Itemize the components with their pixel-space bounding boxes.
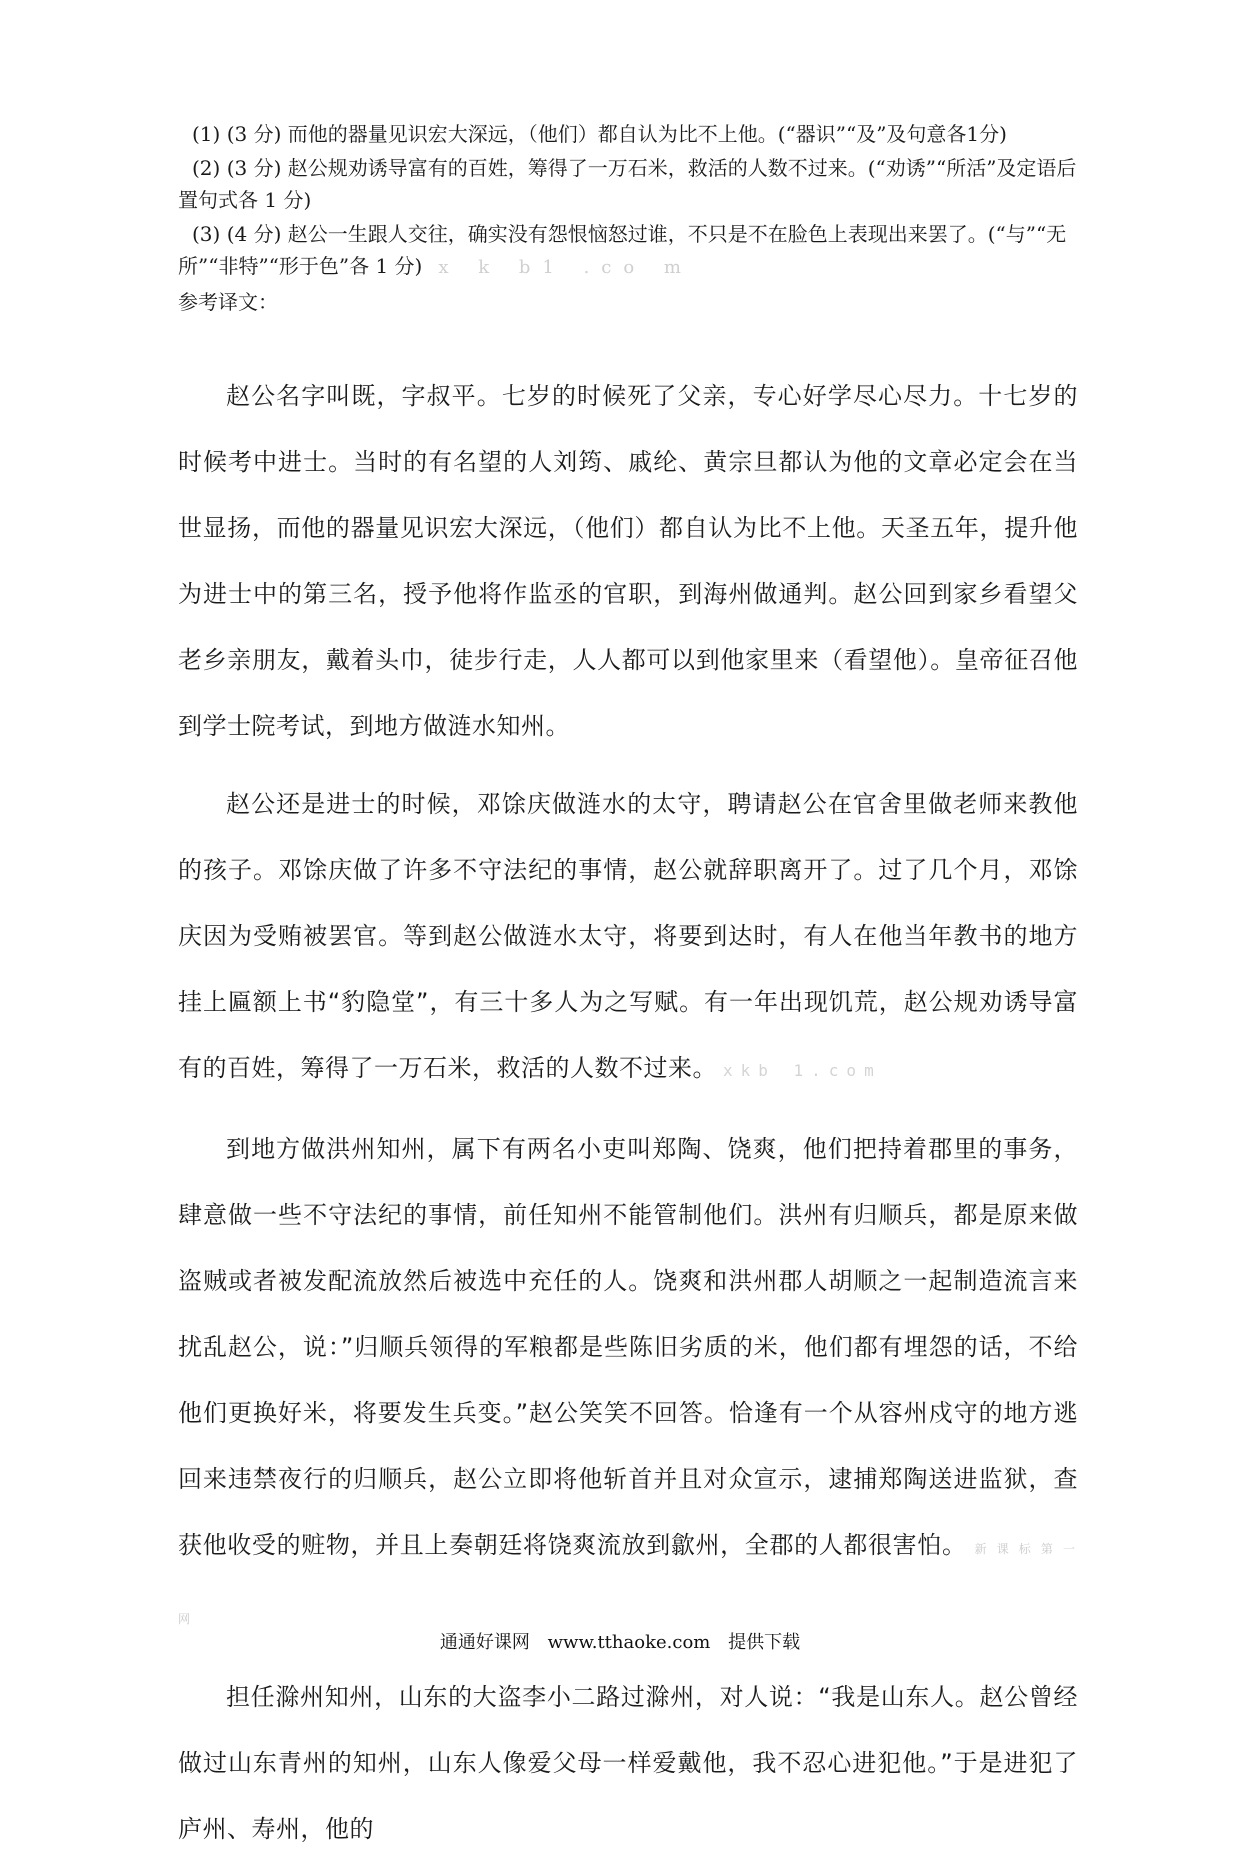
- paragraph-3-text: 到地方做洪州知州，属下有两名小吏叫郑陶、饶爽，他们把持着郡里的事务，肆意做一些不守法纪的事情，前任知州不能管制他们。洪州有归顺兵，都是原来做盗贼或者被发配流放然后被选中充任的人。饶爽和洪州郡人胡顺之一起制造流言来扰乱赵公，说：”归顺兵领得的军粮都是些陈旧劣质的米，他们都有埋怨的话，不给他们更换好米，将要发生兵变。”赵公笑笑不回答。恰逢有一个从容州戍守的地方逃回来违禁夜行的归顺兵，赵公立即将他斩首并且对众宣示，逮捕郑陶送进监狱，查获他收受的赃物，并且上奏朝廷将饶爽流放到歙州，全郡的人都很害怕。: [178, 1135, 1078, 1559]
- answer-key: [178, 118, 1078, 320]
- paragraph-2-text: 赵公还是进士的时候，邓馀庆做涟水的太守，聘请赵公在官舍里做老师来教他的孩子。邓馀庆做了许多不守法纪的事情，赵公就辞职离开了。过了几个月，邓馀庆因为受贿被罢官。等到赵公做涟水太守，将要到达时，有人在他当年教书的地方挂上匾额上书“豹隐堂”，有三十多人为之写赋。有一年出现饥荒，赵公规劝诱导富有的百姓，筹得了一万石米，救活的人数不过来。: [178, 790, 1078, 1082]
- answer-2: [178, 152, 1078, 216]
- watermark-text: 新 课 标 第 一 网: [178, 1542, 1078, 1626]
- answer-1: [178, 118, 1078, 150]
- answer-3: [178, 218, 1078, 284]
- watermark-text: xkb 1.com: [723, 1061, 882, 1080]
- paragraph-1-text: 赵公名字叫既，字叔平。七岁的时候死了父亲，专心好学尽心尽力。十七岁的时候考中进士。当时的有名望的人刘筠、戚纶、黄宗旦都认为他的文章必定会在当世显扬，而他的器量见识宏大深远，（他们）都自认为比不上他。天圣五年，提升他为进士中的第三名，授予他将作监丞的官职，到海州做通判。赵公回到家乡看望父老乡亲朋友，戴着头巾，徒步行走，人人都可以到他家里来（看望他）。皇帝征召他到学士院考试，到地方做涟水知州。: [178, 382, 1078, 740]
- translation-paragraph-4: [178, 1664, 1078, 1862]
- page-footer: [0, 1628, 1240, 1654]
- answer-1-text: (1) (3 分) 而他的器量见识宏大深远，（他们）都自认为比不上他。(“器识”“及”及句意各1分): [192, 122, 1007, 146]
- paragraph-4-text: 担任滁州知州，山东的大盗李小二路过滁州，对人说：“我是山东人。赵公曾经做过山东青州的知州，山东人像爱父母一样爱戴他，我不忍心进犯他。”于是进犯了庐州、寿州，他的: [178, 1683, 1078, 1843]
- translation-paragraph-1: [178, 363, 1078, 759]
- answer-3-text: (3) (4 分) 赵公一生跟人交往，确实没有怨恨恼怒过谁，不只是不在脸色上表现出来罢了。(“与”“无所”“非特”“形于色”各 1 分): [178, 222, 1067, 278]
- translation-paragraph-3: [178, 1116, 1078, 1652]
- footer-url: www.tthaoke.com: [547, 1632, 711, 1653]
- reference-translation-title: 参考译文：: [178, 290, 278, 314]
- answer-2-text: (2) (3 分) 赵公规劝诱导富有的百姓，筹得了一万石米，救活的人数不过来。(“劝诱”“所活”及定语后置句式各 1 分): [178, 156, 1077, 212]
- translation-paragraph-2: [178, 771, 1078, 1104]
- watermark-text: x k b1 .co m: [438, 257, 694, 278]
- footer-site-name: 通通好课网: [439, 1632, 530, 1653]
- footer-suffix: 提供下载: [728, 1632, 801, 1653]
